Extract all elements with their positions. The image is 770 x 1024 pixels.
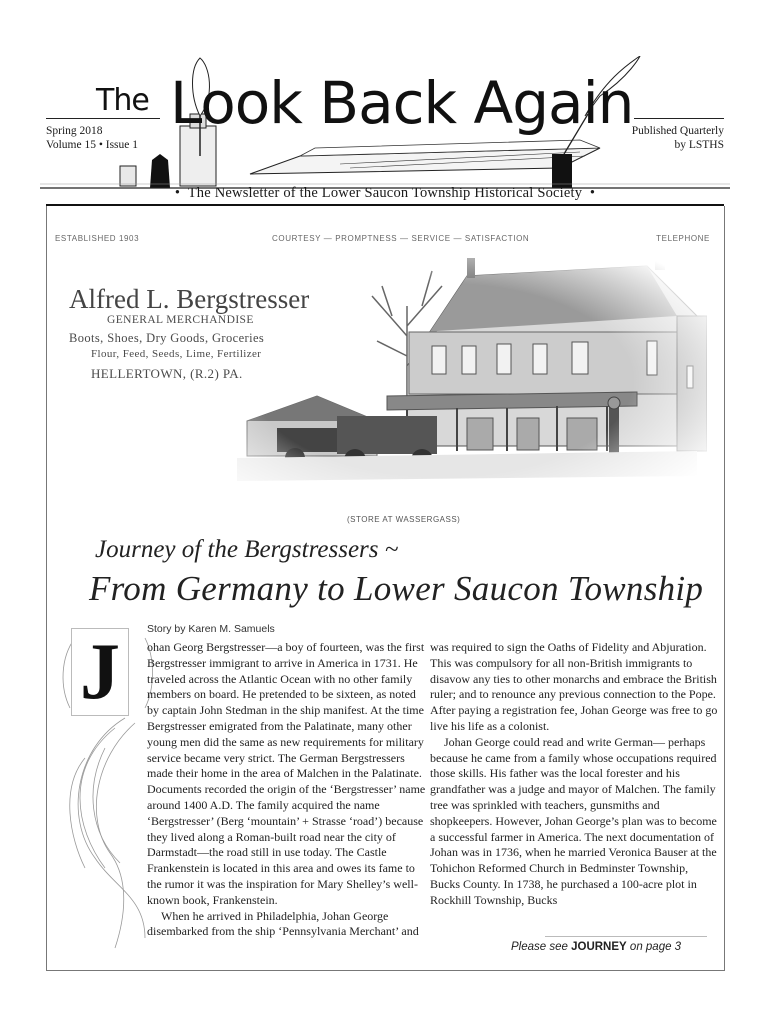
photo-caption: (STORE AT WASSERGASS) (347, 515, 461, 524)
issue: Issue 1 (105, 139, 138, 151)
byline: Story by Karen M. Samuels (147, 623, 275, 635)
store-line-1: GENERAL MERCHANDISE (107, 314, 254, 326)
drop-cap-letter: J (80, 628, 120, 716)
store-line-3: Flour, Feed, Seeds, Lime, Fertilizer (91, 348, 262, 360)
store-name: Alfred L. Bergstresser (69, 284, 310, 314)
subtitle (46, 185, 724, 202)
drop-cap (71, 628, 129, 716)
subtitle-band (46, 184, 724, 202)
masthead (0, 0, 770, 222)
continued-word: JOURNEY (571, 941, 627, 953)
bullet-left: • (174, 185, 188, 201)
volume-issue (46, 138, 138, 152)
continued-rule (545, 936, 707, 937)
title-the: The (96, 83, 149, 118)
col1-para-2: When he arrived in Philadelphia, Johan George disembarked from the ship ‘Pennsylvania Merchant’ and (147, 908, 419, 939)
publisher-info (632, 124, 724, 152)
published-line1: Published Quarterly (631, 125, 724, 137)
article-column-1 (147, 640, 427, 940)
bullet-right: • (582, 185, 596, 201)
bullet-separator: • (98, 139, 106, 151)
subtitle-text: The Newsletter of the Lower Saucon Township Historical Society (187, 185, 583, 201)
store-photo (47, 206, 724, 536)
continued-prefix: Please see (511, 941, 568, 953)
title-main: Look Back Again (170, 69, 634, 137)
masthead-rule-left (46, 118, 160, 119)
article-column-2 (430, 640, 720, 909)
continued-link[interactable] (511, 941, 681, 953)
continued-suffix: on page 3 (629, 941, 682, 953)
season: Spring 2018 (46, 125, 103, 137)
masthead-rule-right (634, 118, 724, 119)
store-line-2: Boots, Shoes, Dry Goods, Groceries (69, 331, 265, 345)
headline-1: Journey of the Bergstressers ~ (95, 536, 399, 563)
volume: Volume 15 (46, 139, 96, 151)
headline-2: From Germany to Lower Saucon Township (89, 569, 704, 608)
courtesy-text: COURTESY — PROMPTNESS — SERVICE — SATISFACTION (272, 234, 530, 243)
store-line-4: HELLERTOWN, (R.2) PA. (91, 366, 243, 381)
issue-info (46, 124, 138, 152)
telephone-text: TELEPHONE (656, 234, 710, 243)
published-line2: by LSTHS (674, 139, 724, 151)
content-frame (46, 206, 725, 971)
established-text: ESTABLISHED 1903 (55, 234, 140, 243)
col2-para-2: Johan George could read and write German— perhaps because he came from a family whose occupations required those skills. His father was the local forester and his grandfather was a judge and mayor of Malchen. The family tree was sprinkled with teachers, gunsmiths and shopkeepers. However, Johan George’s plan was to become a successful farmer in America. The next documentation of Johan was in 1736, when he married Veronica Bauser at the Tohichon Reformed Church in Bedminster Township, Bucks County. In 1738, he purchased a 100-acre plot in Rockhill Township, Bucks (430, 734, 717, 907)
col1-para-1: ohan Georg Bergstresser—a boy of fourteen, was the first Bergstresser immigrant to arrive in America in 1731. He traveled across the Atlantic Ocean with no other family members on board. He pretended to be sixteen, as noted by captain John Stedman in the ship manifest. At the time Bergstresser emigrated from the Palatinate, many other young men did the same as new requirements for military service became very strict. The German Bergstressers made their home in the area of Malchen in the Palatinate. Documents recorded the origin of the ‘Bergstresser’ name around 1400 A.D. The family acquired the name ‘Bergstresser’ (Berg ‘mountain’ + Strasse ‘road’) because they lived along a Roman-built road near the city of Darmstadt—the road still in use today. The Castle Frankenstein is located in this area and owes its fame to the rumor it was the inspiration for Mary Shelley’s well-known book, Frankenstein. (147, 640, 426, 907)
col2-para-1: was required to sign the Oaths of Fidelity and Abjuration. This was compulsory for all non-British immigrants to disavow any ties to other monarchs and embrace the British ruler; and to renounce any previous connection to the Pope. After paying a registration fee, Johan George was free to go live his life as a colonist. (430, 640, 718, 733)
